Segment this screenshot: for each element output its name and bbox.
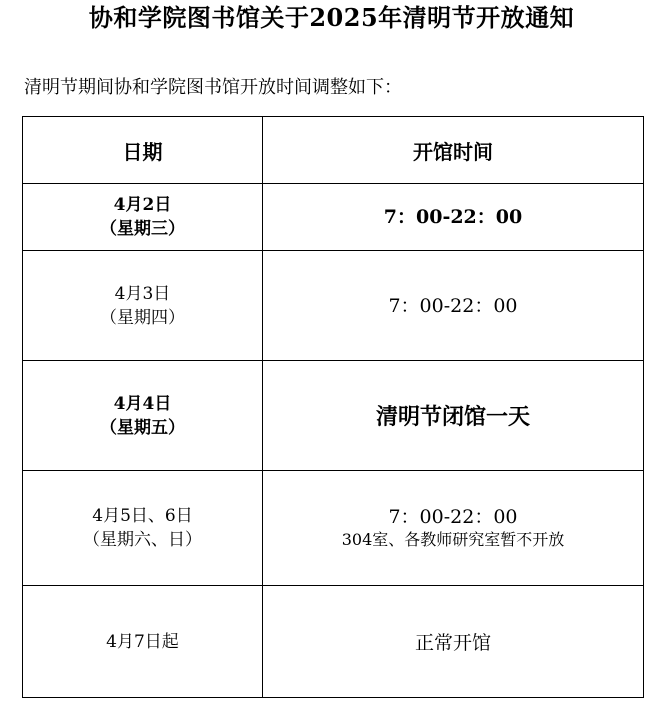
hours-cell	[263, 361, 644, 471]
header-hours-label: 开馆时间	[413, 139, 493, 164]
table-row	[23, 586, 644, 698]
header-cell-hours	[263, 117, 644, 184]
hours-cell	[263, 184, 644, 251]
date-cell	[23, 184, 263, 251]
date-cell	[23, 586, 263, 698]
header-cell-date	[23, 117, 263, 184]
row-hours-closed: 清明节闭馆一天	[375, 404, 530, 430]
notice-intro: 清明节期间协和学院图书馆开放时间调整如下：	[24, 77, 402, 98]
row-date: 4月3日	[114, 283, 171, 304]
row-weekday: （星期六、日）	[83, 530, 202, 550]
row-date: 4月7日起	[106, 631, 179, 652]
table-row	[23, 361, 644, 471]
notice-title: 协和学院图书馆关于2025年清明节开放通知	[88, 3, 575, 32]
row-date: 4月2日	[113, 195, 172, 215]
table-row	[23, 471, 644, 586]
table-row	[23, 251, 644, 361]
date-cell	[23, 471, 263, 586]
hours-cell	[263, 586, 644, 698]
row-hours: 7：00-22：00	[388, 506, 518, 528]
hours-cell	[263, 471, 644, 586]
row-weekday: （星期五）	[100, 417, 185, 438]
row-hours: 7：00-22：00	[383, 206, 523, 228]
hours-cell	[263, 251, 644, 361]
row-weekday: （星期三）	[100, 219, 185, 239]
row-hours: 正常开馆	[414, 632, 491, 654]
row-hours-note: 304室、各教师研究室暂不开放	[341, 530, 565, 549]
opening-hours-table	[22, 116, 644, 698]
row-hours: 7：00-22：00	[388, 294, 518, 317]
date-cell	[23, 251, 263, 361]
row-date: 4月4日	[113, 393, 172, 414]
row-weekday: （星期四）	[100, 307, 185, 328]
header-date-label: 日期	[122, 139, 163, 164]
row-date: 4月5日、6日	[92, 506, 193, 526]
table-row	[23, 184, 644, 251]
date-cell	[23, 361, 263, 471]
table-header-row	[23, 117, 644, 184]
